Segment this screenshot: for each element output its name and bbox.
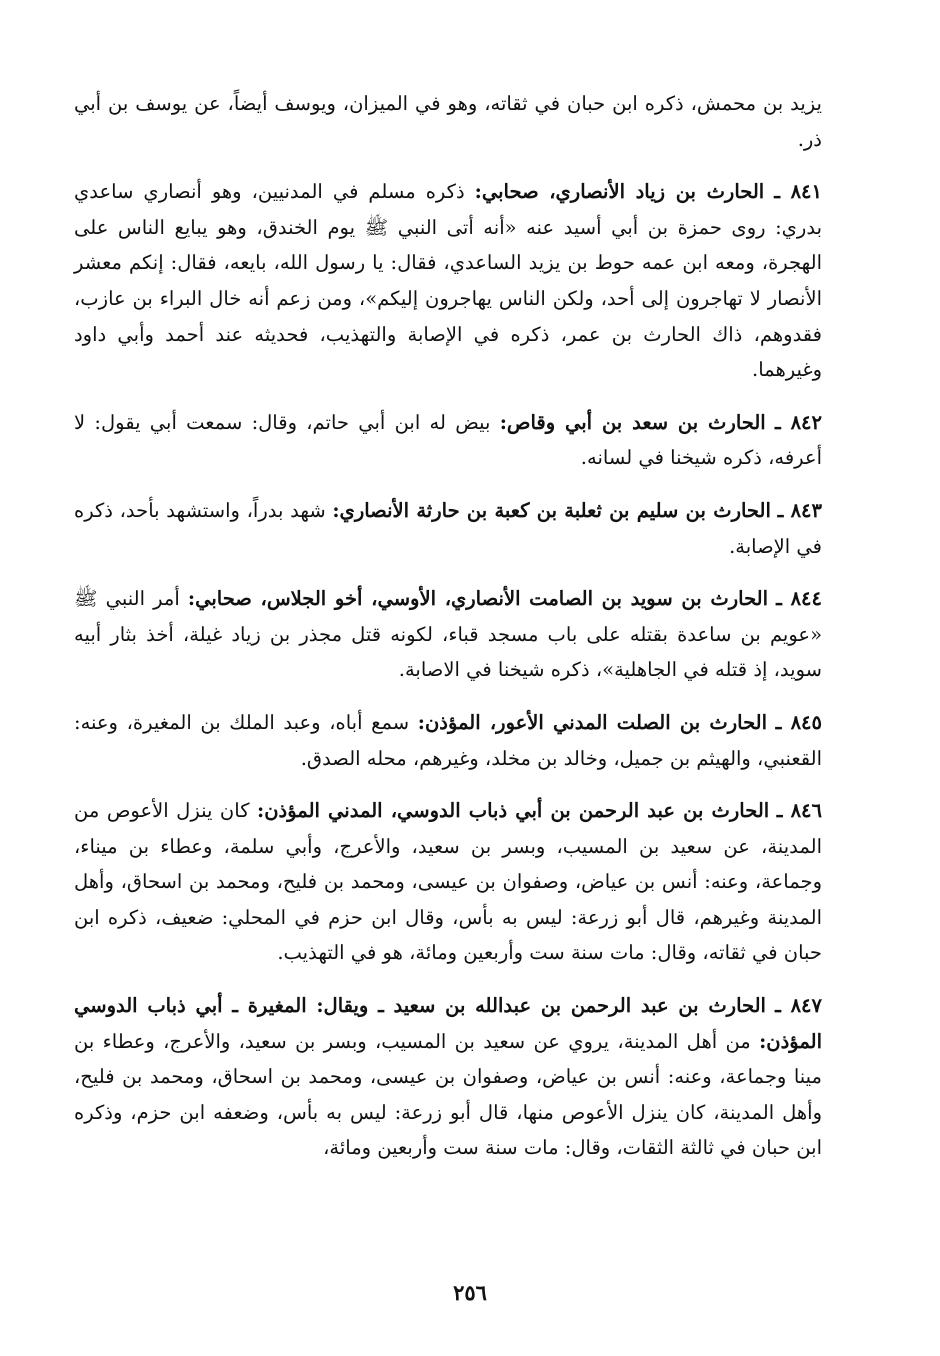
entry-number: ٨٤١ ـ [774, 180, 822, 204]
entry-heading: الحارث بن عبد الرحمن بن أبي ذباب الدوسي، المدني المؤذن: [257, 799, 770, 823]
entry-continuation [74, 86, 822, 157]
entry-heading: الحارث بن عبد الرحمن بن عبدالله بن سعيد ـ ويقال: المغيرة ـ أبي ذباب الدوسي المؤذن: [74, 994, 822, 1053]
entry-heading: الحارث بن زياد الأنصاري، صحابي: [474, 180, 765, 204]
entry-number: ٨٤٥ ـ [775, 710, 822, 734]
entry-843 [74, 493, 822, 564]
entry-847 [74, 988, 822, 1166]
entry-text: من أهل المدينة، يروي عن سعيد بن المسيب، وبسر بن سعيد، والأعرج، وعطاء بن مينا وجماعة، وعنه: أنس بن عياض، وصفوان بن عيسى، ومحمد بن اسحاق، ومحمد بن فليح، وأهل المدينة، كان ينزل الأعوص منها، قال أبو زرعة: ليس به بأس، وضعفه ابن حزم، وذكره ابن حبان في ثالثة الثقات، وقال: مات سنة ست وأربعين ومائة، [74, 1029, 822, 1160]
entry-text: كان ينزل الأعوص من المدينة، عن سعيد بن المسيب، وبسر بن سعيد، والأعرج، وأبي سلمة، وعطاء بن ميناء، وجماعة، وعنه: أنس بن عياض، وصفوان بن عيسى، ومحمد بن فليح، ومحمد بن اسحاق، وأهل المدينة وغيرهم، قال أبو زرعة: ليس به بأس، وقال ابن حزم في المحلي: ضعيف، ذكره ابن حبان في ثقاته، وقال: مات سنة ست وأربعين ومائة، هو في التهذيب. [74, 799, 822, 965]
entry-heading: الحارث بن سعد بن أبي وقاص: [499, 410, 766, 434]
entry-number: ٨٤٧ ـ [775, 994, 822, 1018]
entry-844 [74, 581, 822, 688]
entry-845 [74, 705, 822, 776]
entry-number: ٨٤٢ ـ [775, 410, 822, 434]
entry-842 [74, 405, 822, 476]
entry-number: ٨٤٣ ـ [777, 498, 822, 522]
entry-846 [74, 793, 822, 971]
entry-heading: الحارث بن الصلت المدني الأعور، المؤذن: [417, 710, 768, 734]
entry-text: ذكره مسلم في المدنيين، وهو أنصاري ساعدي بدري: روى حمزة بن أبي أسيد عنه «أنه أتى النبي ﷺ يوم الخندق، وهو يبايع الناس على الهجرة، ومعه ابن عمه حوط بن يزيد الساعدي، فقال: يا رسول الله، بايعه، فقال: إنكم معشر الأنصار لا تهاجرون إلى أحد، ولكن الناس يهاجرون إليكم»، ومن زعم أنه خال البراء بن عازب، فقدوهم، ذاك الحارث بن عمر، ذكره في الإصابة والتهذيب، فحديثه عند أحمد وأبي داود وغيرهما. [74, 180, 822, 382]
entry-text: سمع أباه، وعبد الملك بن المغيرة، وعنه: القعنبي، والهيثم بن جميل، وخالد بن مخلد، وغيرهم، محله الصدق. [74, 710, 822, 770]
entry-text: بيض له ابن أبي حاتم، وقال: سمعت أبي يقول: لا أعرفه، ذكره شيخنا في لسانه. [74, 410, 822, 470]
entry-number: ٨٤٤ ـ [776, 587, 822, 611]
entry-text: يزيد بن محمش، ذكره ابن حبان في ثقاته، وهو في الميزان، ويوسف أيضاً، عن يوسف بن أبي ذر. [74, 92, 822, 151]
entry-841 [74, 174, 822, 388]
entry-text: شهد بدراً، واستشهد بأحد، ذكره في الإصابة. [74, 498, 822, 558]
entry-text: أمر النبي ﷺ «عويم بن ساعدة بقتله على باب مسجد قباء، لكونه قتل مجذر بن زياد غيلة، أخذ بثار أبيه سويد، إذ قتله في الجاهلية»، ذكره شيخنا في الاصابة. [74, 587, 822, 682]
page-number: ٢٥٦ [453, 1280, 487, 1305]
entry-heading: الحارث بن سليم بن ثعلبة بن كعبة بن حارثة الأنصاري: [332, 498, 771, 522]
entry-heading: الحارث بن سويد بن الصامت الأنصاري، الأوسي، أخو الجلاس، صحابي: [187, 587, 769, 611]
entry-number: ٨٤٦ ـ [776, 799, 822, 823]
